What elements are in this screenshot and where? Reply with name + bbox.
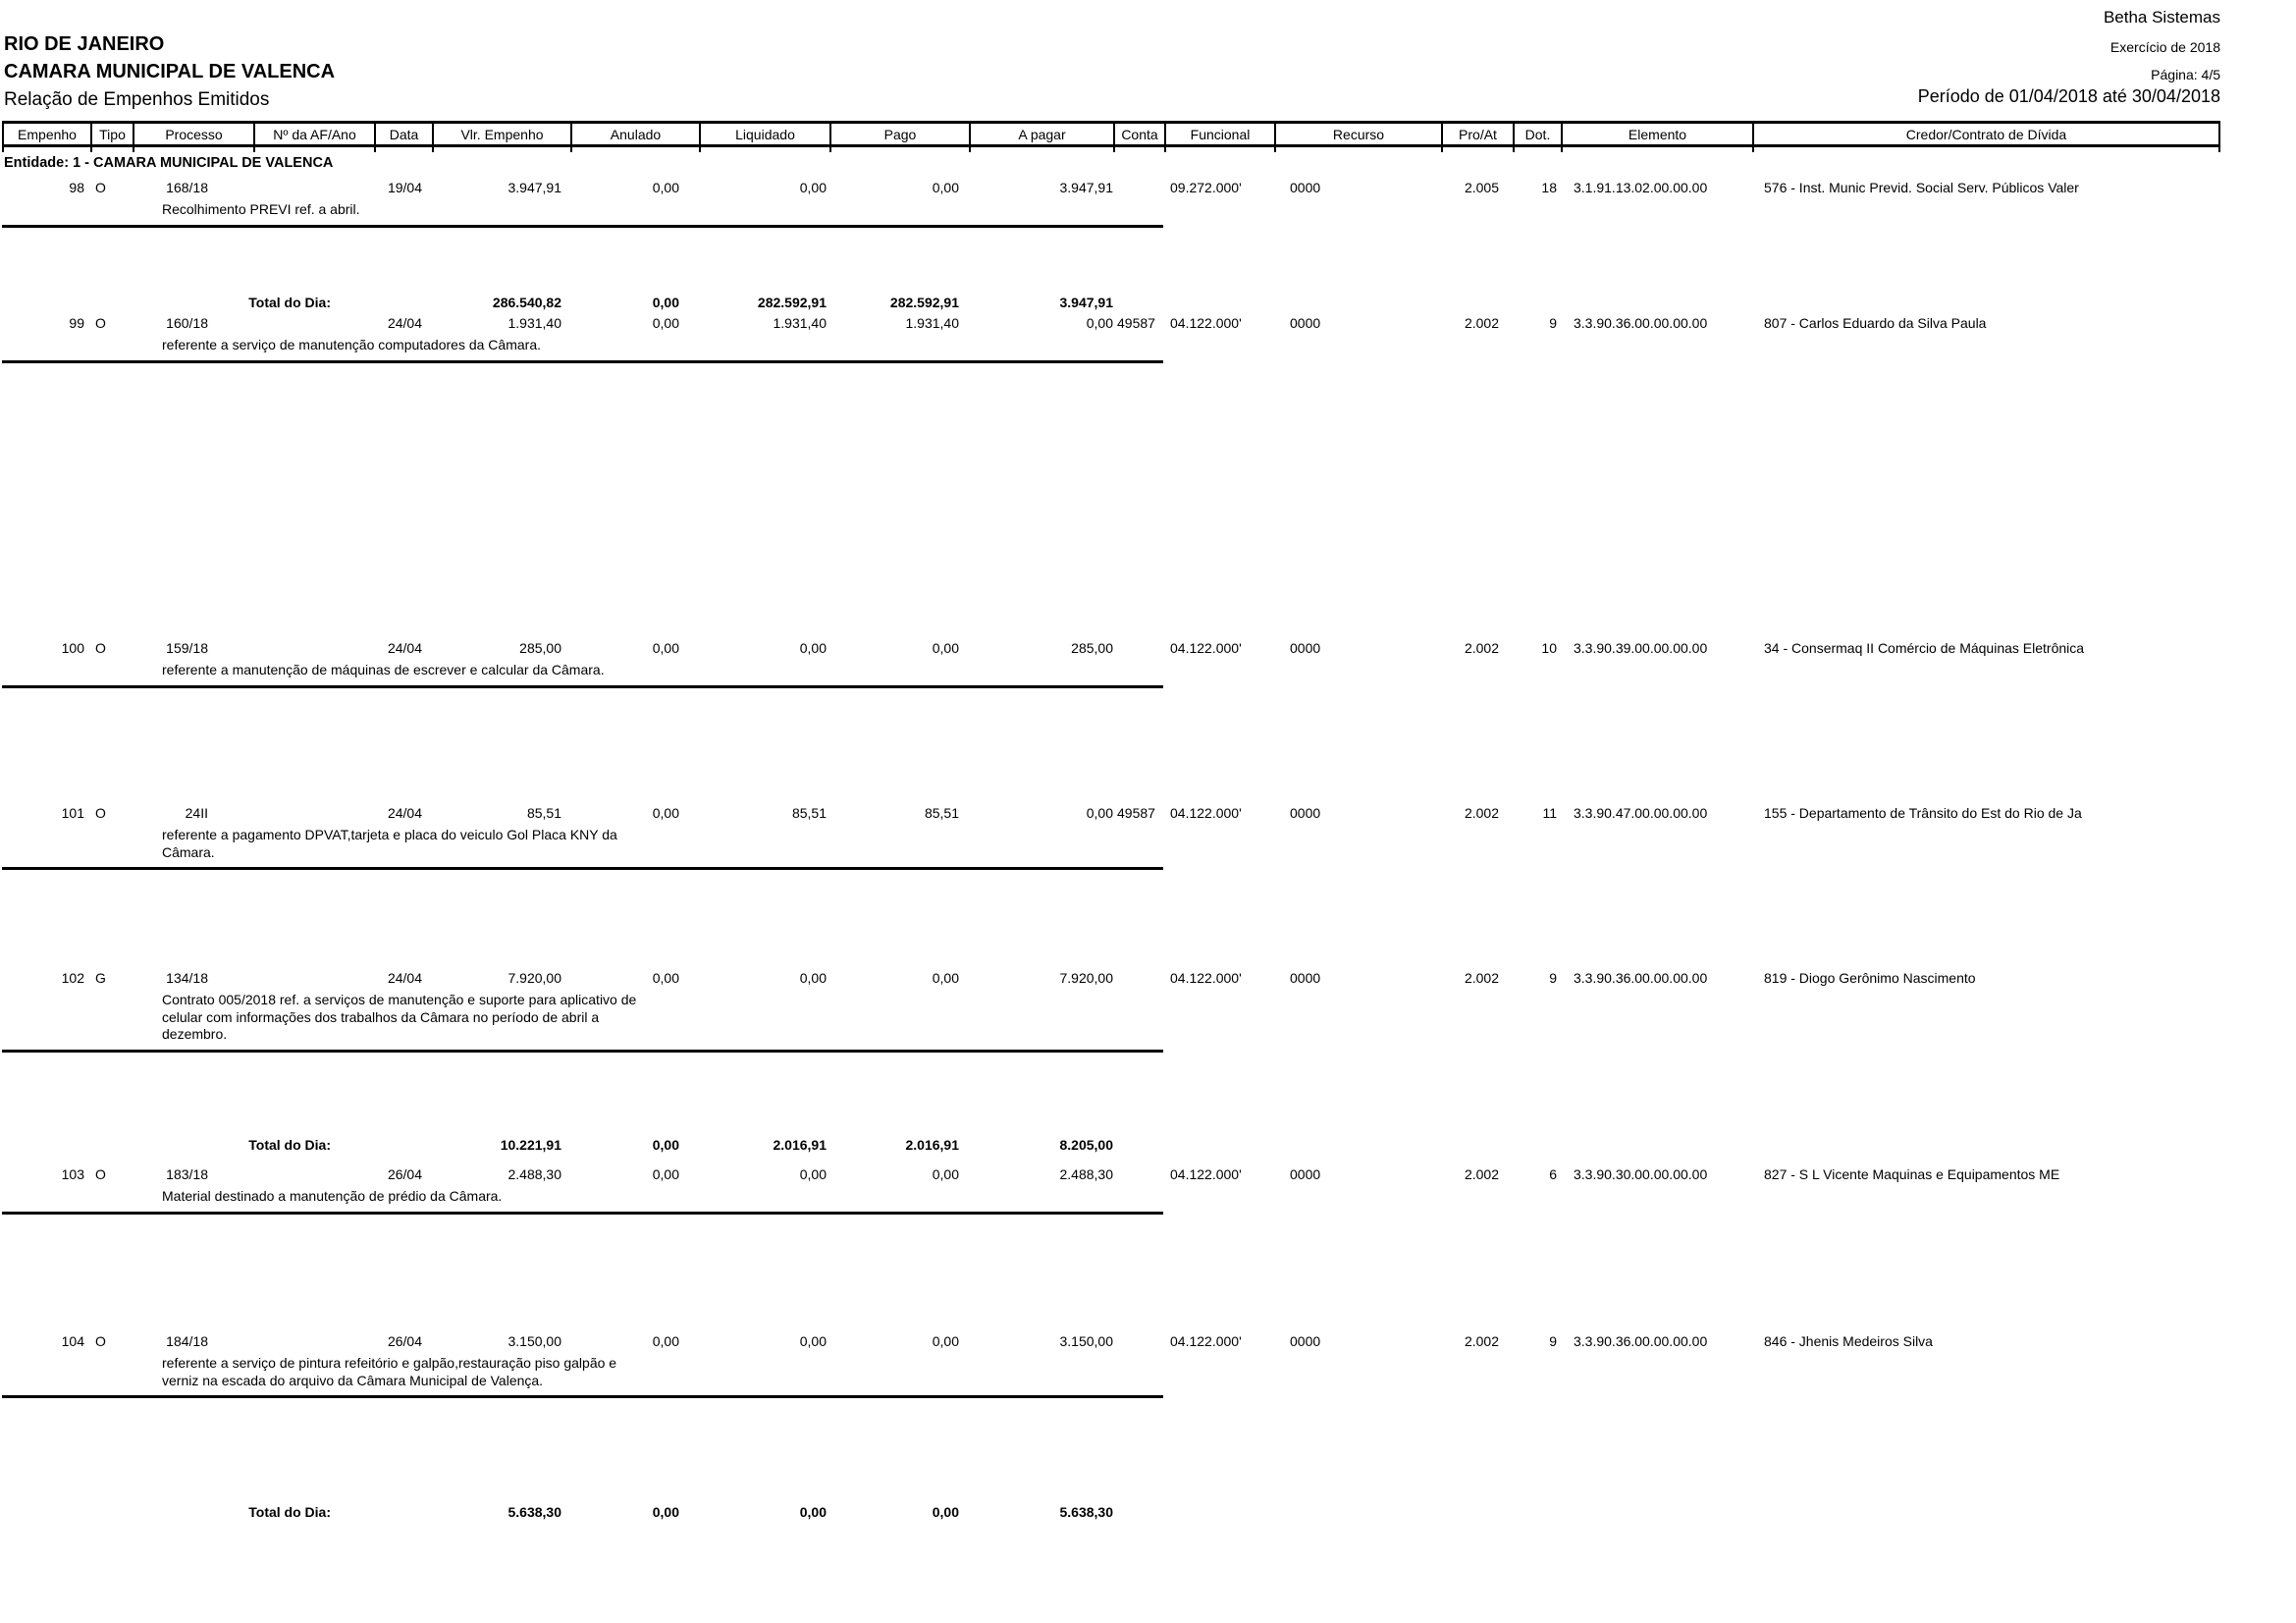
- cell-credor: 807 - Carlos Eduardo da Silva Paula: [1764, 315, 1987, 331]
- cell-dot: 9: [1549, 1333, 1557, 1349]
- day-total-row: [2, 1504, 2220, 1521]
- cell-processo: 160/18: [166, 315, 208, 331]
- cell-pago: 85,51: [924, 805, 959, 821]
- entry-record-104: [2, 1333, 2220, 1398]
- cell-conta: [1113, 970, 1164, 987]
- cell-recurso: 0000: [1290, 180, 1321, 195]
- cell-liquidado: 0,00: [799, 1166, 827, 1182]
- cell-liquidado: 0,00: [799, 180, 827, 195]
- cell-elemento: 3.3.90.36.00.00.00.00: [1574, 970, 1708, 986]
- cell-tipo: O: [95, 640, 106, 656]
- cell-conta: [1113, 1333, 1164, 1350]
- cell-empenho: 99: [69, 315, 84, 331]
- cell-tipo: G: [95, 970, 106, 986]
- cell-processo: 159/18: [166, 640, 208, 656]
- total-cell-pago: 0,00: [932, 1504, 959, 1520]
- description-line: referente a manutenção de máquinas de escrever e calcular da Câmara.: [162, 662, 605, 677]
- total-cell-pago: 2.016,91: [905, 1137, 959, 1153]
- cell-recurso: 0000: [1290, 1166, 1321, 1182]
- cell-pago: 0,00: [932, 640, 959, 656]
- cell-dot: 11: [1542, 805, 1557, 821]
- cell-recurso: 0000: [1290, 970, 1321, 986]
- total-cell-liquidado: 2.016,91: [773, 1137, 827, 1153]
- column-header-3: Nº da AF/Ano: [253, 124, 374, 144]
- cell-processo: 134/18: [166, 970, 208, 986]
- cell-apagar: 2.488,30: [1059, 1166, 1113, 1182]
- day-total-label: Total do Dia:: [248, 1137, 331, 1153]
- entry-row: [2, 180, 2220, 196]
- cell-pago: 1.931,40: [905, 315, 959, 331]
- description-line: Material destinado a manutenção de prédio da Câmara.: [162, 1188, 503, 1204]
- column-header-7: Liquidado: [699, 124, 829, 144]
- cell-liquidado: 0,00: [799, 1333, 827, 1349]
- cell-funcional: 09.272.000': [1170, 180, 1242, 195]
- table-column-header: [2, 121, 2220, 147]
- record-separator-rule: [2, 1050, 1163, 1053]
- cell-funcional: 04.122.000': [1170, 970, 1242, 986]
- cell-empenho: 103: [61, 1166, 84, 1182]
- column-tick: [133, 146, 253, 152]
- entry-record-102: [2, 970, 2220, 1053]
- cell-processo: 184/18: [166, 1333, 208, 1349]
- column-tick: [699, 146, 829, 152]
- cell-elemento: 3.3.90.39.00.00.00.00: [1574, 640, 1708, 656]
- total-cell-anulado: 0,00: [652, 295, 679, 310]
- cell-data: 24/04: [387, 315, 422, 331]
- cell-data: 24/04: [387, 970, 422, 986]
- cell-pago: 0,00: [932, 1166, 959, 1182]
- cell-apagar: 3.150,00: [1059, 1333, 1113, 1349]
- cell-data: 26/04: [387, 1333, 422, 1349]
- cell-empenho: 100: [61, 640, 84, 656]
- column-tick: [253, 146, 374, 152]
- entry-row: [2, 805, 2220, 822]
- total-cell-anulado: 0,00: [652, 1137, 679, 1153]
- cell-credor: 846 - Jhenis Medeiros Silva: [1764, 1333, 1933, 1349]
- column-header-6: Anulado: [570, 124, 699, 144]
- column-header-15: Elemento: [1561, 124, 1752, 144]
- cell-pago: 0,00: [932, 180, 959, 195]
- entry-record-103: [2, 1166, 2220, 1215]
- cell-elemento: 3.3.90.30.00.00.00.00: [1574, 1166, 1708, 1182]
- record-separator-rule: [2, 1395, 1163, 1398]
- entry-description: [162, 662, 751, 679]
- entry-row: [2, 970, 2220, 987]
- cell-elemento: 3.1.91.13.02.00.00.00: [1574, 180, 1708, 195]
- cell-funcional: 04.122.000': [1170, 315, 1242, 331]
- cell-liquidado: 85,51: [791, 805, 827, 821]
- entity-name: CAMARA MUNICIPAL DE VALENCA: [4, 61, 336, 82]
- record-separator-rule: [2, 867, 1163, 870]
- description-line: referente a pagamento DPVAT,tarjeta e placa do veiculo Gol Placa KNY da: [162, 827, 617, 842]
- cell-dot: 10: [1541, 640, 1557, 656]
- entry-description: [162, 1355, 751, 1389]
- cell-tipo: O: [95, 180, 106, 195]
- entry-record-99: [2, 315, 2220, 363]
- cell-processo: 24II: [185, 805, 208, 821]
- column-tick: [2, 146, 90, 152]
- state-name: RIO DE JANEIRO: [4, 33, 165, 55]
- cell-anulado: 0,00: [652, 180, 679, 195]
- cell-anulado: 0,00: [652, 640, 679, 656]
- entry-description: [162, 992, 751, 1044]
- vendor-name: Betha Sistemas: [2103, 8, 2220, 27]
- cell-elemento: 3.3.90.36.00.00.00.00: [1574, 315, 1708, 331]
- cell-funcional: 04.122.000': [1170, 805, 1242, 821]
- cell-conta: 49587: [1117, 805, 1155, 821]
- cell-data: 24/04: [387, 640, 422, 656]
- cell-vlr: 285,00: [519, 640, 561, 656]
- cell-liquidado: 1.931,40: [773, 315, 827, 331]
- record-separator-rule: [2, 1212, 1163, 1215]
- cell-recurso: 0000: [1290, 1333, 1321, 1349]
- cell-liquidado: 0,00: [799, 970, 827, 986]
- table-column-ticks: [2, 146, 2220, 152]
- column-header-16: Credor/Contrato de Dívida: [1752, 124, 2220, 144]
- record-separator-rule: [2, 685, 1163, 688]
- description-line: Contrato 005/2018 ref. a serviços de manutenção e suporte para aplicativo de: [162, 992, 637, 1007]
- column-tick: [1274, 146, 1441, 152]
- cell-apagar: 0,00: [1086, 805, 1113, 821]
- cell-af: [253, 805, 374, 822]
- total-cell-apagar: 5.638,30: [1059, 1504, 1113, 1520]
- entry-record-101: [2, 805, 2220, 870]
- column-header-8: Pago: [829, 124, 969, 144]
- total-cell-pago: 282.592,91: [889, 295, 959, 310]
- column-header-12: Recurso: [1274, 124, 1441, 144]
- cell-vlr: 2.488,30: [507, 1166, 561, 1182]
- column-tick: [374, 146, 432, 152]
- cell-dot: 9: [1549, 315, 1557, 331]
- cell-tipo: O: [95, 1333, 106, 1349]
- cell-vlr: 85,51: [526, 805, 561, 821]
- cell-anulado: 0,00: [652, 1166, 679, 1182]
- column-header-2: Processo: [133, 124, 253, 144]
- cell-af: [253, 1166, 374, 1183]
- cell-recurso: 0000: [1290, 315, 1321, 331]
- day-total-record: [2, 295, 2220, 311]
- cell-funcional: 04.122.000': [1170, 640, 1242, 656]
- cell-proat: 2.005: [1464, 180, 1499, 195]
- column-tick: [1164, 146, 1274, 152]
- cell-af: [253, 180, 374, 196]
- cell-dot: 18: [1541, 180, 1557, 195]
- total-cell-liquidado: 0,00: [799, 1504, 827, 1520]
- cell-dot: 6: [1549, 1166, 1557, 1182]
- column-tick: [570, 146, 699, 152]
- cell-dot: 9: [1549, 970, 1557, 986]
- cell-apagar: 285,00: [1071, 640, 1113, 656]
- column-tick: [432, 146, 570, 152]
- exercise-label: Exercício de 2018: [2109, 39, 2220, 55]
- cell-recurso: 0000: [1290, 805, 1321, 821]
- cell-credor: 827 - S L Vicente Maquinas e Equipamentos ME: [1764, 1166, 2060, 1182]
- column-header-4: Data: [374, 124, 432, 144]
- column-header-10: Conta: [1113, 124, 1164, 144]
- entry-description: [162, 201, 751, 219]
- column-header-5: Vlr. Empenho: [432, 124, 570, 144]
- cell-funcional: 04.122.000': [1170, 1333, 1242, 1349]
- cell-af: [253, 1333, 374, 1350]
- column-tick: [1113, 146, 1164, 152]
- cell-recurso: 0000: [1290, 640, 1321, 656]
- cell-proat: 2.002: [1464, 1166, 1499, 1182]
- description-line: verniz na escada do arquivo da Câmara Municipal de Valença.: [162, 1372, 544, 1388]
- period-label: Período de 01/04/2018 até 30/04/2018: [1917, 86, 2220, 106]
- column-tick: [1561, 146, 1752, 152]
- cell-empenho: 101: [61, 805, 84, 821]
- cell-anulado: 0,00: [652, 805, 679, 821]
- cell-proat: 2.002: [1464, 1333, 1499, 1349]
- cell-vlr: 1.931,40: [507, 315, 561, 331]
- column-header-0: Empenho: [2, 124, 90, 144]
- cell-data: 24/04: [387, 805, 422, 821]
- entry-row: [2, 1333, 2220, 1350]
- total-cell-anulado: 0,00: [652, 1504, 679, 1520]
- entry-description: [162, 1188, 751, 1206]
- description-line: dezembro.: [162, 1026, 228, 1042]
- total-cell-vlr: 10.221,91: [500, 1137, 561, 1153]
- day-total-label: Total do Dia:: [248, 295, 331, 310]
- cell-tipo: O: [95, 805, 106, 821]
- cell-proat: 2.002: [1464, 640, 1499, 656]
- cell-apagar: 0,00: [1086, 315, 1113, 331]
- column-header-14: Dot.: [1513, 124, 1561, 144]
- cell-vlr: 7.920,00: [507, 970, 561, 986]
- cell-af: [253, 315, 374, 332]
- day-total-record: [2, 1504, 2220, 1521]
- cell-anulado: 0,00: [652, 970, 679, 986]
- cell-af: [253, 970, 374, 987]
- cell-conta: [1113, 1166, 1164, 1183]
- day-total-record: [2, 1137, 2220, 1154]
- cell-af: [253, 640, 374, 657]
- column-tick: [829, 146, 969, 152]
- record-separator-rule: [2, 225, 1163, 228]
- cell-apagar: 7.920,00: [1059, 970, 1113, 986]
- cell-liquidado: 0,00: [799, 640, 827, 656]
- cell-empenho: 98: [69, 180, 84, 195]
- cell-proat: 2.002: [1464, 805, 1499, 821]
- entry-description: [162, 827, 751, 861]
- cell-credor: 576 - Inst. Munic Previd. Social Serv. Públicos Valer: [1764, 180, 2079, 195]
- cell-empenho: 104: [61, 1333, 84, 1349]
- cell-data: 19/04: [387, 180, 422, 195]
- total-cell-liquidado: 282.592,91: [757, 295, 827, 310]
- record-separator-rule: [2, 360, 1163, 363]
- description-line: celular com informações dos trabalhos da Câmara no período de abril a: [162, 1008, 600, 1025]
- cell-conta: [1113, 180, 1164, 196]
- column-tick: [1752, 146, 2220, 152]
- cell-vlr: 3.947,91: [507, 180, 561, 195]
- total-cell-vlr: 286.540,82: [492, 295, 561, 310]
- cell-anulado: 0,00: [652, 1333, 679, 1349]
- day-total-row: [2, 1137, 2220, 1154]
- entity-line: Entidade: 1 - CAMARA MUNICIPAL DE VALENCA: [4, 155, 334, 171]
- cell-processo: 168/18: [166, 180, 208, 195]
- day-total-row: [2, 295, 2220, 311]
- cell-empenho: 102: [61, 970, 84, 986]
- column-header-1: Tipo: [90, 124, 133, 144]
- column-tick: [90, 146, 133, 152]
- cell-proat: 2.002: [1464, 970, 1499, 986]
- report-title: Relação de Empenhos Emitidos: [4, 89, 270, 110]
- total-cell-apagar: 3.947,91: [1059, 295, 1113, 310]
- entry-row: [2, 1166, 2220, 1183]
- total-cell-vlr: 5.638,30: [507, 1504, 561, 1520]
- entry-row: [2, 315, 2220, 332]
- entry-record-100: [2, 640, 2220, 688]
- cell-elemento: 3.3.90.47.00.00.00.00: [1574, 805, 1708, 821]
- entry-description: [162, 337, 751, 354]
- cell-funcional: 04.122.000': [1170, 1166, 1242, 1182]
- cell-credor: 819 - Diogo Gerônimo Nascimento: [1764, 970, 1976, 986]
- cell-tipo: O: [95, 1166, 106, 1182]
- cell-elemento: 3.3.90.36.00.00.00.00: [1574, 1333, 1708, 1349]
- cell-credor: 34 - Consermaq II Comércio de Máquinas Eletrônica: [1764, 640, 2085, 656]
- total-cell-apagar: 8.205,00: [1059, 1137, 1113, 1153]
- cell-processo: 183/18: [166, 1166, 208, 1182]
- cell-conta: [1113, 640, 1164, 657]
- description-line: Câmara.: [162, 843, 215, 860]
- entry-record-98: [2, 180, 2220, 228]
- cell-conta: 49587: [1117, 315, 1155, 331]
- cell-proat: 2.002: [1464, 315, 1499, 331]
- column-tick: [969, 146, 1113, 152]
- description-line: referente a serviço de pintura refeitório e galpão,restauração piso galpão e: [162, 1355, 617, 1371]
- cell-vlr: 3.150,00: [507, 1333, 561, 1349]
- description-line: Recolhimento PREVI ref. a abril.: [162, 201, 360, 217]
- column-header-9: A pagar: [969, 124, 1113, 144]
- column-tick: [1513, 146, 1561, 152]
- day-total-label: Total do Dia:: [248, 1504, 331, 1520]
- cell-credor: 155 - Departamento de Trânsito do Est do Rio de Ja: [1764, 805, 2082, 821]
- cell-anulado: 0,00: [652, 315, 679, 331]
- cell-pago: 0,00: [932, 1333, 959, 1349]
- cell-tipo: O: [95, 315, 106, 331]
- cell-data: 26/04: [387, 1166, 422, 1182]
- page-label: Página: 4/5: [2151, 67, 2220, 82]
- cell-pago: 0,00: [932, 970, 959, 986]
- entry-row: [2, 640, 2220, 657]
- column-header-13: Pro/At: [1441, 124, 1513, 144]
- column-header-11: Funcional: [1164, 124, 1274, 144]
- column-tick: [1441, 146, 1513, 152]
- cell-apagar: 3.947,91: [1059, 180, 1113, 195]
- description-line: referente a serviço de manutenção computadores da Câmara.: [162, 337, 541, 352]
